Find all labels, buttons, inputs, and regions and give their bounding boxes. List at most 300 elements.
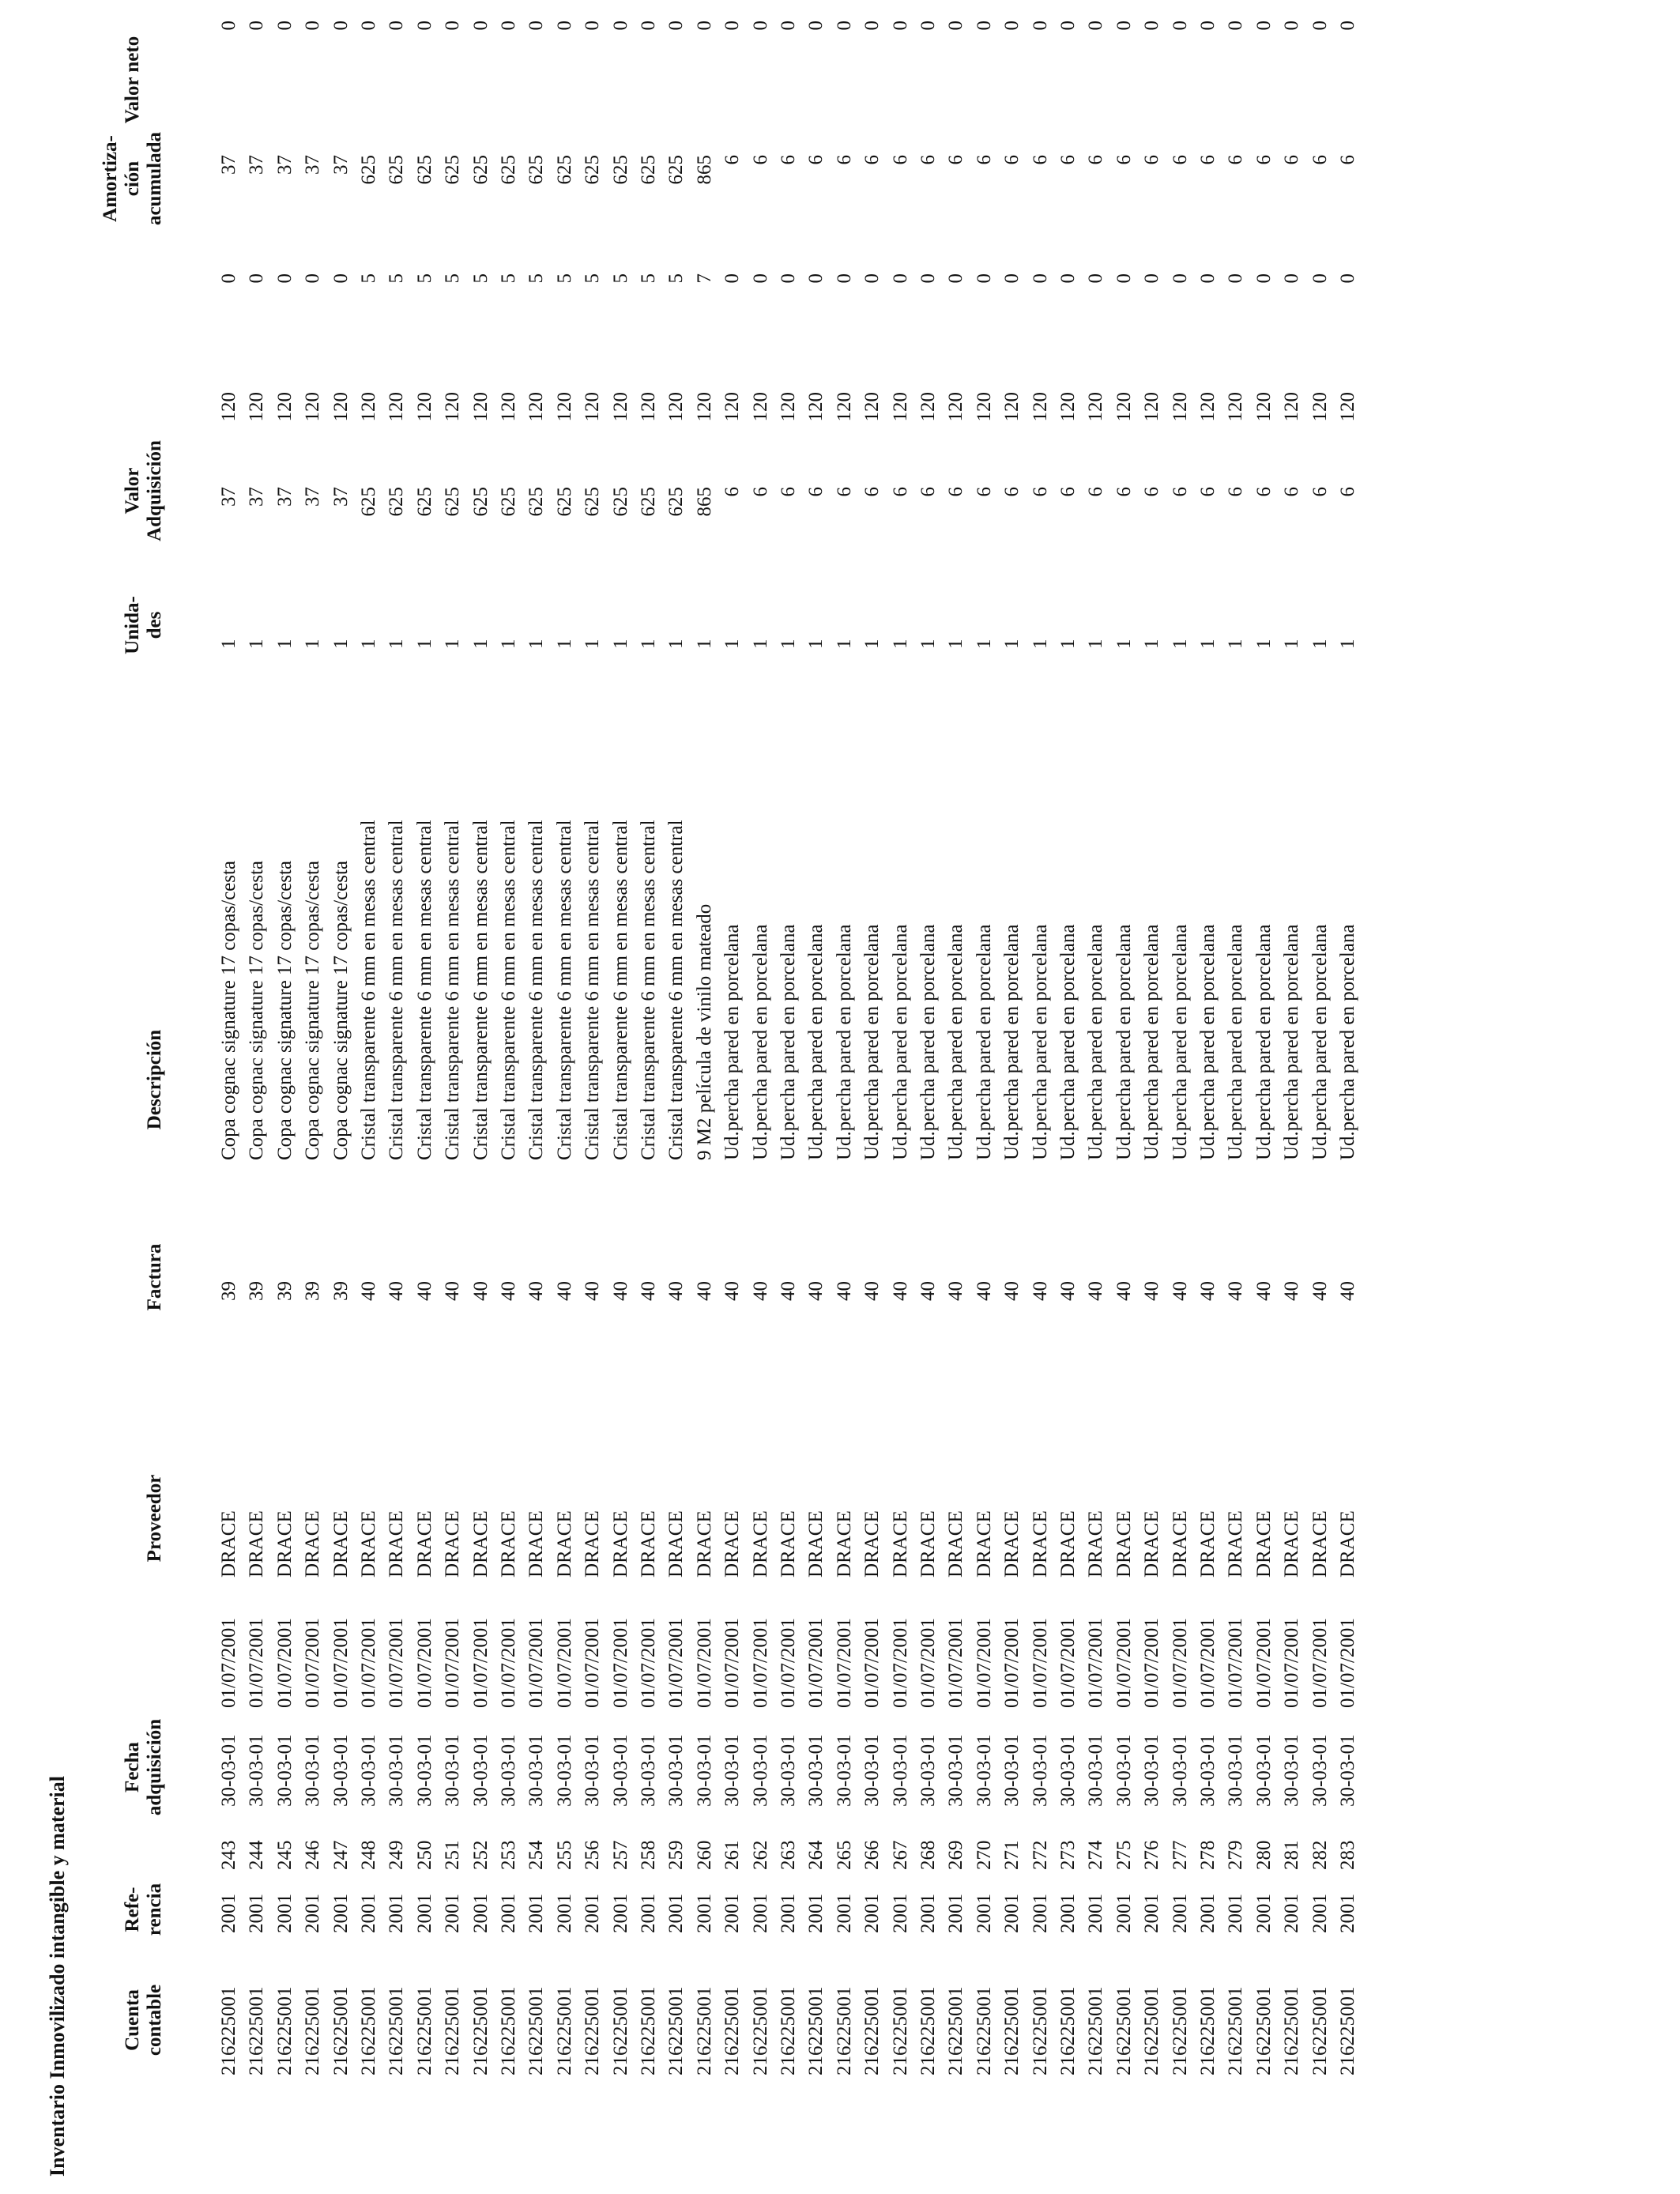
valor-adquisicion-cell: 6 [1281, 487, 1303, 497]
cuenta-contable-cell: 216225001 [525, 1986, 548, 2075]
descripcion-cell: 9 M2 película de vinilo mateado [693, 903, 715, 1160]
referencia-num-cell: 270 [973, 1840, 995, 1870]
factura-cell: 40 [1057, 1281, 1079, 1301]
n2-cell: 0 [1113, 273, 1135, 284]
amortizacion-acumulada-cell: 37 [246, 155, 268, 175]
proveedor-cell: DRACE [721, 1510, 744, 1578]
factura-cell: 40 [1225, 1281, 1247, 1301]
proveedor-cell: DRACE [805, 1510, 827, 1578]
amortizacion-acumulada-cell: 625 [638, 155, 659, 185]
unidades-cell: 1 [945, 639, 967, 649]
unidades-cell: 1 [778, 639, 799, 649]
amortizacion-acumulada-cell: 37 [273, 155, 296, 175]
proveedor-cell: DRACE [833, 1510, 855, 1578]
header-unidades-line: Unida- [122, 596, 143, 654]
referencia-cell: 2001 [1141, 1894, 1163, 1933]
unidades-cell: 1 [665, 639, 687, 649]
referencia-cell: 2001 [945, 1894, 967, 1933]
n1-cell: 120 [917, 392, 939, 422]
referencia-cell: 2001 [805, 1894, 827, 1933]
n2-cell: 0 [861, 273, 883, 284]
valor-neto-cell: 0 [693, 21, 715, 31]
cuenta-contable-cell: 216225001 [945, 1986, 967, 2075]
fecha-adquisicion-cell: 30-03-01 [469, 1734, 492, 1807]
unidades-cell: 1 [582, 639, 604, 649]
document-title: Inventario Inmovilizado intangible y material [46, 1776, 69, 2177]
amortizacion-acumulada-cell: 6 [1225, 155, 1247, 165]
n1-cell: 120 [525, 392, 548, 422]
proveedor-cell: DRACE [973, 1510, 995, 1578]
n1-cell: 120 [1029, 392, 1051, 422]
valor-neto-cell: 0 [218, 21, 239, 31]
referencia-num-cell: 283 [1337, 1840, 1358, 1870]
valor-adquisicion-cell: 37 [330, 487, 352, 507]
valor-neto-cell: 0 [917, 21, 939, 31]
fecha-adquisicion-cell: 30-03-01 [246, 1734, 268, 1807]
n2-cell: 7 [693, 273, 715, 284]
referencia-cell: 2001 [358, 1894, 379, 1933]
amortizacion-acumulada-cell: 6 [1169, 155, 1191, 165]
cuenta-contable-cell: 216225001 [1141, 1986, 1163, 2075]
valor-neto-cell: 0 [833, 21, 855, 31]
unidades-cell: 1 [442, 639, 464, 649]
header-referencia [122, 1866, 166, 1953]
referencia-num-cell: 249 [386, 1840, 408, 1870]
cuenta-contable-cell: 216225001 [889, 1986, 911, 2075]
unidades-cell: 1 [273, 639, 296, 649]
n2-cell: 0 [302, 273, 324, 284]
referencia-num-cell: 259 [665, 1840, 687, 1870]
descripcion-cell: Ud.percha pared en porcelana [1309, 924, 1331, 1160]
fecha-adquisicion-cell: 30-03-01 [553, 1734, 575, 1807]
valor-neto-cell: 0 [889, 21, 911, 31]
referencia-num-cell: 243 [218, 1840, 239, 1870]
amortizacion-acumulada-cell: 6 [1197, 155, 1219, 165]
proveedor-cell: DRACE [638, 1510, 659, 1578]
fecha-alta-cell: 01/07/2001 [273, 1618, 296, 1708]
proveedor-cell: DRACE [1001, 1510, 1023, 1578]
fecha-adquisicion-cell: 30-03-01 [638, 1734, 659, 1807]
n2-cell: 0 [805, 273, 827, 284]
valor-neto-cell: 0 [1113, 21, 1135, 31]
referencia-num-cell: 272 [1029, 1840, 1051, 1870]
unidades-cell: 1 [1225, 639, 1247, 649]
valor-adquisicion-cell: 6 [1309, 487, 1331, 497]
n2-cell: 0 [246, 273, 268, 284]
n2-cell: 0 [1337, 273, 1358, 284]
descripcion-cell: Ud.percha pared en porcelana [1197, 924, 1219, 1160]
valor-neto-cell: 0 [861, 21, 883, 31]
referencia-cell: 2001 [302, 1894, 324, 1933]
descripcion-cell: Cristal transparente 6 mm en mesas central [609, 820, 631, 1160]
unidades-cell: 1 [525, 639, 548, 649]
n1-cell: 120 [778, 392, 799, 422]
cuenta-contable-cell: 216225001 [1309, 1986, 1331, 2075]
n2-cell: 0 [273, 273, 296, 284]
referencia-num-cell: 273 [1057, 1840, 1079, 1870]
referencia-num-cell: 268 [917, 1840, 939, 1870]
proveedor-cell: DRACE [1029, 1510, 1051, 1578]
valor-adquisicion-cell: 625 [665, 487, 687, 517]
n2-cell: 5 [638, 273, 659, 284]
referencia-num-cell: 263 [778, 1840, 799, 1870]
factura-cell: 40 [1252, 1281, 1275, 1301]
amortizacion-acumulada-cell: 37 [218, 155, 239, 175]
referencia-num-cell: 254 [525, 1840, 548, 1870]
valor-adquisicion-cell: 6 [778, 487, 799, 497]
amortizacion-acumulada-cell: 37 [330, 155, 352, 175]
fecha-alta-cell: 01/07/2001 [889, 1618, 911, 1708]
amortizacion-acumulada-cell: 6 [833, 155, 855, 165]
header-proveedor [144, 1459, 166, 1578]
factura-cell: 39 [218, 1281, 239, 1301]
descripcion-cell: Ud.percha pared en porcelana [805, 924, 827, 1160]
descripcion-cell: Ud.percha pared en porcelana [1337, 924, 1358, 1160]
header-valor-neto-line: Valor neto [122, 36, 143, 124]
referencia-cell: 2001 [721, 1894, 744, 1933]
referencia-num-cell: 271 [1001, 1840, 1023, 1870]
descripcion-cell: Ud.percha pared en porcelana [917, 924, 939, 1160]
fecha-alta-cell: 01/07/2001 [1141, 1618, 1163, 1708]
unidades-cell: 1 [1337, 639, 1358, 649]
valor-adquisicion-cell: 6 [1252, 487, 1275, 497]
header-cuenta-contable [122, 1965, 166, 2075]
amortizacion-acumulada-cell: 865 [693, 155, 715, 185]
proveedor-cell: DRACE [861, 1510, 883, 1578]
header-fecha-adquisicion-line: Fecha [122, 1742, 143, 1793]
header-unidades [122, 582, 166, 669]
n2-cell: 0 [945, 273, 967, 284]
amortizacion-acumulada-cell: 625 [498, 155, 519, 185]
n2-cell: 0 [1169, 273, 1191, 284]
cuenta-contable-cell: 216225001 [246, 1986, 268, 2075]
n1-cell: 120 [945, 392, 967, 422]
amortizacion-acumulada-cell: 6 [1113, 155, 1135, 165]
proveedor-cell: DRACE [1252, 1510, 1275, 1578]
amortizacion-acumulada-cell: 6 [1252, 155, 1275, 165]
referencia-num-cell: 248 [358, 1840, 379, 1870]
unidades-cell: 1 [302, 639, 324, 649]
referencia-cell: 2001 [442, 1894, 464, 1933]
referencia-num-cell: 278 [1197, 1840, 1219, 1870]
descripcion-cell: Cristal transparente 6 mm en mesas central [442, 820, 464, 1160]
referencia-cell: 2001 [1169, 1894, 1191, 1933]
n2-cell: 5 [469, 273, 492, 284]
unidades-cell: 1 [1029, 639, 1051, 649]
fecha-adquisicion-cell: 30-03-01 [525, 1734, 548, 1807]
valor-adquisicion-cell: 625 [638, 487, 659, 517]
n1-cell: 120 [246, 392, 268, 422]
factura-cell: 40 [805, 1281, 827, 1301]
n2-cell: 0 [749, 273, 771, 284]
fecha-alta-cell: 01/07/2001 [861, 1618, 883, 1708]
descripcion-cell: Ud.percha pared en porcelana [1029, 924, 1051, 1160]
factura-cell: 40 [1169, 1281, 1191, 1301]
descripcion-cell: Ud.percha pared en porcelana [973, 924, 995, 1160]
descripcion-cell: Cristal transparente 6 mm en mesas central [665, 820, 687, 1160]
n1-cell: 120 [693, 392, 715, 422]
unidades-cell: 1 [358, 639, 379, 649]
unidades-cell: 1 [469, 639, 492, 649]
referencia-num-cell: 253 [498, 1840, 519, 1870]
descripcion-cell: Copa cognac signature 17 copas/cesta [273, 860, 296, 1160]
n1-cell: 120 [861, 392, 883, 422]
factura-cell: 40 [665, 1281, 687, 1301]
cuenta-contable-cell: 216225001 [861, 1986, 883, 2075]
amortizacion-acumulada-cell: 6 [945, 155, 967, 165]
header-valor-neto [122, 21, 144, 139]
cuenta-contable-cell: 216225001 [638, 1986, 659, 2075]
header-factura [144, 1234, 166, 1321]
referencia-num-cell: 252 [469, 1840, 492, 1870]
proveedor-cell: DRACE [665, 1510, 687, 1578]
header-valor-adquisicion-line: Adquisición [144, 440, 165, 541]
valor-adquisicion-cell: 6 [917, 487, 939, 497]
n1-cell: 120 [358, 392, 379, 422]
referencia-cell: 2001 [413, 1894, 435, 1933]
referencia-cell: 2001 [833, 1894, 855, 1933]
header-valor-adquisicion-line: Valor [122, 467, 143, 515]
unidades-cell: 1 [1057, 639, 1079, 649]
referencia-num-cell: 276 [1141, 1840, 1163, 1870]
fecha-alta-cell: 01/07/2001 [1113, 1618, 1135, 1708]
fecha-adquisicion-cell: 30-03-01 [582, 1734, 604, 1807]
referencia-num-cell: 246 [302, 1840, 324, 1870]
factura-cell: 40 [749, 1281, 771, 1301]
proveedor-cell: DRACE [498, 1510, 519, 1578]
header-unidades-line: des [144, 611, 165, 639]
unidades-cell: 1 [889, 639, 911, 649]
fecha-adquisicion-cell: 30-03-01 [273, 1734, 296, 1807]
n1-cell: 120 [833, 392, 855, 422]
referencia-num-cell: 247 [330, 1840, 352, 1870]
unidades-cell: 1 [498, 639, 519, 649]
valor-neto-cell: 0 [413, 21, 435, 31]
valor-adquisicion-cell: 625 [413, 487, 435, 517]
valor-neto-cell: 0 [1057, 21, 1079, 31]
n1-cell: 120 [1337, 392, 1358, 422]
descripcion-cell: Ud.percha pared en porcelana [1113, 924, 1135, 1160]
referencia-num-cell: 257 [609, 1840, 631, 1870]
fecha-alta-cell: 01/07/2001 [1252, 1618, 1275, 1708]
n1-cell: 120 [302, 392, 324, 422]
n1-cell: 120 [973, 392, 995, 422]
referencia-num-cell: 258 [638, 1840, 659, 1870]
unidades-cell: 1 [1113, 639, 1135, 649]
factura-cell: 40 [469, 1281, 492, 1301]
unidades-cell: 1 [1281, 639, 1303, 649]
header-fecha-adquisicion [122, 1712, 166, 1823]
proveedor-cell: DRACE [1337, 1510, 1358, 1578]
referencia-num-cell: 269 [945, 1840, 967, 1870]
n2-cell: 5 [609, 273, 631, 284]
descripcion-cell: Cristal transparente 6 mm en mesas central [638, 820, 659, 1160]
amortizacion-acumulada-cell: 6 [973, 155, 995, 165]
factura-cell: 40 [945, 1281, 967, 1301]
fecha-alta-cell: 01/07/2001 [1029, 1618, 1051, 1708]
referencia-cell: 2001 [1001, 1894, 1023, 1933]
valor-neto-cell: 0 [273, 21, 296, 31]
fecha-alta-cell: 01/07/2001 [413, 1618, 435, 1708]
fecha-adquisicion-cell: 30-03-01 [386, 1734, 408, 1807]
unidades-cell: 1 [246, 639, 268, 649]
n1-cell: 120 [1252, 392, 1275, 422]
descripcion-cell: Ud.percha pared en porcelana [1169, 924, 1191, 1160]
unidades-cell: 1 [721, 639, 744, 649]
valor-adquisicion-cell: 625 [582, 487, 604, 517]
fecha-alta-cell: 01/07/2001 [805, 1618, 827, 1708]
unidades-cell: 1 [1001, 639, 1023, 649]
cuenta-contable-cell: 216225001 [273, 1986, 296, 2075]
proveedor-cell: DRACE [1281, 1510, 1303, 1578]
fecha-alta-cell: 01/07/2001 [330, 1618, 352, 1708]
valor-adquisicion-cell: 6 [1169, 487, 1191, 497]
n1-cell: 120 [1085, 392, 1107, 422]
amortizacion-acumulada-cell: 6 [805, 155, 827, 165]
valor-adquisicion-cell: 625 [498, 487, 519, 517]
amortizacion-acumulada-cell: 6 [889, 155, 911, 165]
cuenta-contable-cell: 216225001 [778, 1986, 799, 2075]
unidades-cell: 1 [1309, 639, 1331, 649]
n1-cell: 120 [1225, 392, 1247, 422]
referencia-num-cell: 250 [413, 1840, 435, 1870]
n2-cell: 0 [778, 273, 799, 284]
fecha-adquisicion-cell: 30-03-01 [665, 1734, 687, 1807]
n2-cell: 0 [1141, 273, 1163, 284]
amortizacion-acumulada-cell: 625 [582, 155, 604, 185]
fecha-adquisicion-cell: 30-03-01 [1281, 1734, 1303, 1807]
fecha-alta-cell: 01/07/2001 [582, 1618, 604, 1708]
cuenta-contable-cell: 216225001 [1169, 1986, 1191, 2075]
referencia-cell: 2001 [1029, 1894, 1051, 1933]
proveedor-cell: DRACE [525, 1510, 548, 1578]
valor-neto-cell: 0 [525, 21, 548, 31]
n1-cell: 120 [582, 392, 604, 422]
descripcion-cell: Ud.percha pared en porcelana [778, 924, 799, 1160]
referencia-cell: 2001 [609, 1894, 631, 1933]
fecha-adquisicion-cell: 30-03-01 [1057, 1734, 1079, 1807]
referencia-cell: 2001 [246, 1894, 268, 1933]
descripcion-cell: Cristal transparente 6 mm en mesas central [498, 820, 519, 1160]
n1-cell: 120 [1309, 392, 1331, 422]
cuenta-contable-cell: 216225001 [386, 1986, 408, 2075]
proveedor-cell: DRACE [1057, 1510, 1079, 1578]
n2-cell: 5 [525, 273, 548, 284]
descripcion-cell: Ud.percha pared en porcelana [889, 924, 911, 1160]
fecha-alta-cell: 01/07/2001 [442, 1618, 464, 1708]
n2-cell: 5 [442, 273, 464, 284]
referencia-cell: 2001 [1281, 1894, 1303, 1933]
fecha-alta-cell: 01/07/2001 [358, 1618, 379, 1708]
n2-cell: 0 [1001, 273, 1023, 284]
valor-neto-cell: 0 [1085, 21, 1107, 31]
factura-cell: 40 [1309, 1281, 1331, 1301]
n2-cell: 0 [833, 273, 855, 284]
referencia-num-cell: 251 [442, 1840, 464, 1870]
proveedor-cell: DRACE [1169, 1510, 1191, 1578]
referencia-cell: 2001 [749, 1894, 771, 1933]
referencia-cell: 2001 [273, 1894, 296, 1933]
proveedor-cell: DRACE [469, 1510, 492, 1578]
fecha-alta-cell: 01/07/2001 [246, 1618, 268, 1708]
fecha-alta-cell: 01/07/2001 [386, 1618, 408, 1708]
n1-cell: 120 [553, 392, 575, 422]
proveedor-cell: DRACE [358, 1510, 379, 1578]
referencia-cell: 2001 [553, 1894, 575, 1933]
valor-neto-cell: 0 [302, 21, 324, 31]
fecha-alta-cell: 01/07/2001 [1225, 1618, 1247, 1708]
cuenta-contable-cell: 216225001 [805, 1986, 827, 2075]
amortizacion-acumulada-cell: 6 [1029, 155, 1051, 165]
fecha-alta-cell: 01/07/2001 [1281, 1618, 1303, 1708]
fecha-alta-cell: 01/07/2001 [1057, 1618, 1079, 1708]
proveedor-cell: DRACE [582, 1510, 604, 1578]
proveedor-cell: DRACE [609, 1510, 631, 1578]
amortizacion-acumulada-cell: 6 [1001, 155, 1023, 165]
proveedor-cell: DRACE [1309, 1510, 1331, 1578]
amortizacion-acumulada-cell: 6 [1085, 155, 1107, 165]
amortizacion-acumulada-cell: 625 [413, 155, 435, 185]
amortizacion-acumulada-cell: 6 [778, 155, 799, 165]
factura-cell: 40 [1029, 1281, 1051, 1301]
referencia-cell: 2001 [386, 1894, 408, 1933]
fecha-adquisicion-cell: 30-03-01 [1001, 1734, 1023, 1807]
unidades-cell: 1 [805, 639, 827, 649]
factura-cell: 40 [833, 1281, 855, 1301]
proveedor-cell: DRACE [273, 1510, 296, 1578]
fecha-alta-cell: 01/07/2001 [553, 1618, 575, 1708]
cuenta-contable-cell: 216225001 [609, 1986, 631, 2075]
n2-cell: 5 [582, 273, 604, 284]
header-cuenta-contable-line: Cuenta [122, 1989, 143, 2051]
referencia-num-cell: 264 [805, 1840, 827, 1870]
descripcion-cell: Copa cognac signature 17 copas/cesta [302, 860, 324, 1160]
n1-cell: 120 [1057, 392, 1079, 422]
valor-neto-cell: 0 [1197, 21, 1219, 31]
referencia-num-cell: 261 [721, 1840, 744, 1870]
fecha-adquisicion-cell: 30-03-01 [945, 1734, 967, 1807]
n2-cell: 0 [1225, 273, 1247, 284]
n1-cell: 120 [1169, 392, 1191, 422]
factura-cell: 40 [1113, 1281, 1135, 1301]
valor-adquisicion-cell: 37 [273, 487, 296, 507]
descripcion-cell: Ud.percha pared en porcelana [749, 924, 771, 1160]
header-amortizacion-acumulada-line: ción [122, 160, 143, 197]
fecha-adquisicion-cell: 30-03-01 [498, 1734, 519, 1807]
valor-adquisicion-cell: 625 [442, 487, 464, 517]
factura-cell: 40 [973, 1281, 995, 1301]
unidades-cell: 1 [386, 639, 408, 649]
fecha-adquisicion-cell: 30-03-01 [1225, 1734, 1247, 1807]
proveedor-cell: DRACE [218, 1510, 239, 1578]
fecha-alta-cell: 01/07/2001 [302, 1618, 324, 1708]
referencia-cell: 2001 [525, 1894, 548, 1933]
factura-cell: 40 [778, 1281, 799, 1301]
header-amortizacion-acumulada-line: Amortiza- [100, 135, 121, 222]
amortizacion-acumulada-cell: 6 [1057, 155, 1079, 165]
valor-neto-cell: 0 [386, 21, 408, 31]
descripcion-cell: Ud.percha pared en porcelana [1001, 924, 1023, 1160]
factura-cell: 40 [1085, 1281, 1107, 1301]
n1-cell: 120 [1197, 392, 1219, 422]
n1-cell: 120 [218, 392, 239, 422]
proveedor-cell: DRACE [693, 1510, 715, 1578]
valor-adquisicion-cell: 6 [1225, 487, 1247, 497]
factura-cell: 40 [442, 1281, 464, 1301]
referencia-num-cell: 282 [1309, 1840, 1331, 1870]
fecha-adquisicion-cell: 30-03-01 [218, 1734, 239, 1807]
valor-adquisicion-cell: 865 [693, 487, 715, 517]
